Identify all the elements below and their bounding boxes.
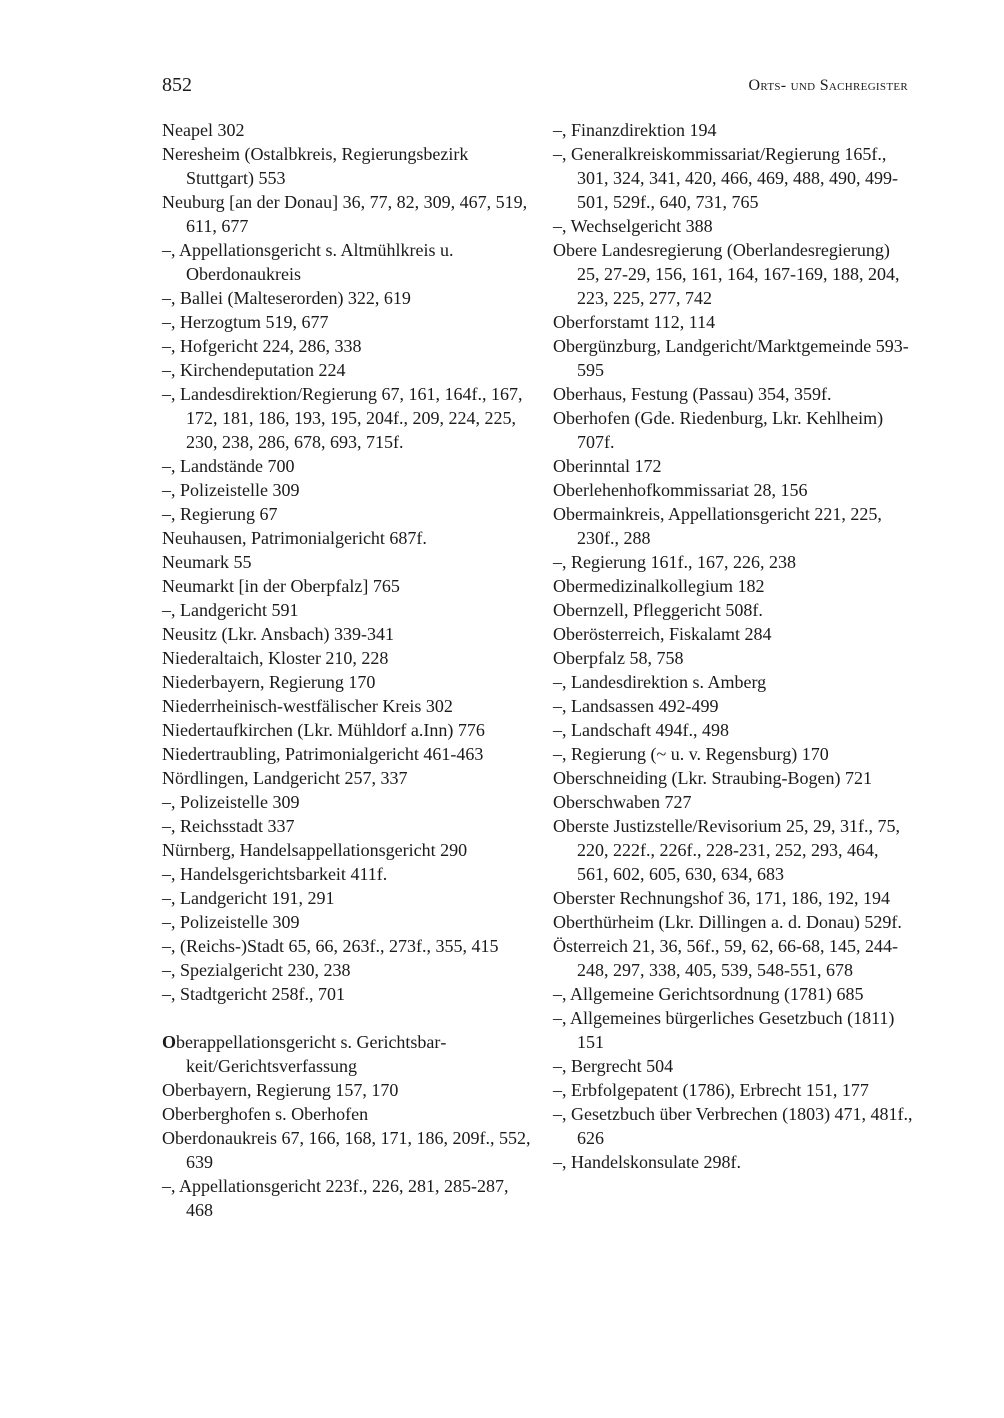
index-entry: Oberhaus, Festung (Passau) 354, 359f. (553, 384, 832, 404)
index-entry: Oberhofen (Gde. Riedenburg, Lkr. Kehlheim) 707f. (553, 408, 884, 452)
index-entry: Niederrheinisch-westfälischer Kreis 302 (162, 696, 453, 716)
index-entry: Oberthürheim (Lkr. Dillingen a. d. Donau) 529f. (553, 912, 902, 932)
index-entry: –, Bergrecht 504 (553, 1056, 674, 1076)
index-entry: Nürnberg, Handelsappellationsgericht 290 (162, 840, 468, 860)
index-entry: Oberbayern, Regierung 157, 170 (162, 1080, 399, 1100)
index-entry: Niedertraubling, Patrimonialgericht 461-463 (162, 744, 484, 764)
index-entry: Oberinntal 172 (553, 456, 662, 476)
index-entry: Obergünzburg, Landgericht/Marktgemeinde 593-595 (553, 336, 909, 380)
index-entry: –, Gesetzbuch über Verbrechen (1803) 471, 481f., 626 (553, 1104, 913, 1148)
index-entry: Neapel 302 (162, 120, 245, 140)
index-entry: Neusitz (Lkr. Ansbach) 339-341 (162, 624, 394, 644)
index-entry: Neuhausen, Patrimonialgericht 687f. (162, 528, 427, 548)
index-entry: –, Spezialgericht 230, 238 (162, 960, 351, 980)
index-entry: Neresheim (Ostalbkreis, Regierungsbezirk Stuttgart) 553 (162, 144, 469, 188)
index-entry: Obere Landesregierung (Oberlandesregierung) 25, 27-29, 156, 161, 164, 167-169, 188, 204, 223, 225, 277, 742 (553, 240, 900, 308)
index-entry: –, Regierung (~ u. v. Regensburg) 170 (553, 744, 829, 764)
index-entry: –, Regierung 161f., 167, 226, 238 (553, 552, 796, 572)
running-head-text: Orts- und Sachregister (748, 77, 908, 94)
index-entry-text: berappellationsgericht s. Gerichtsbarkeit/Gerichtsverfassung (176, 1032, 447, 1076)
index-entry: Oberpfalz 58, 758 (553, 648, 684, 668)
index-entry: –, Regierung 67 (162, 504, 278, 524)
index-entry-section-start (162, 1030, 532, 1078)
index-entry: –, Reichsstadt 337 (162, 816, 295, 836)
index-entry: –, Landgericht 191, 291 (162, 888, 335, 908)
index-entry: –, Landsassen 492-499 (553, 696, 719, 716)
index-entry: –, Erbfolgepatent (1786), Erbrecht 151, 177 (553, 1080, 869, 1100)
index-entry: –, Hofgericht 224, 286, 338 (162, 336, 362, 356)
index-entry: Oberdonaukreis 67, 166, 168, 171, 186, 209f., 552, 639 (162, 1128, 531, 1172)
index-entry: –, Generalkreiskommissariat/Regierung 165f., 301, 324, 341, 420, 466, 469, 488, 490, 499-501, 529f., 640, 731, 765 (553, 144, 898, 212)
index-entry: Oberösterreich, Fiskalamt 284 (553, 624, 772, 644)
index-entry: –, Herzogtum 519, 677 (162, 312, 329, 332)
index-entry: Obernzell, Pfleggericht 508f. (553, 600, 763, 620)
index-entry: Oberforstamt 112, 114 (553, 312, 716, 332)
index-entry: Niederbayern, Regierung 170 (162, 672, 376, 692)
index-entry: –, Landesdirektion s. Amberg (553, 672, 767, 692)
index-entry: Oberschwaben 727 (553, 792, 692, 812)
index-entry: Österreich 21, 36, 56f., 59, 62, 66-68, 145, 244-248, 297, 338, 405, 539, 548-551, 678 (553, 936, 898, 980)
index-entry: –, Finanzdirektion 194 (553, 120, 717, 140)
index-entry: –, Appellationsgericht s. Altmühlkreis u. Oberdonaukreis (162, 240, 454, 284)
index-entry: Neumark 55 (162, 552, 252, 572)
index-entry: –, Ballei (Malteserorden) 322, 619 (162, 288, 411, 308)
index-entry: –, Polizeistelle 309 (162, 480, 300, 500)
index-entry: –, Landschaft 494f., 498 (553, 720, 729, 740)
index-entry: Nördlingen, Landgericht 257, 337 (162, 768, 408, 788)
index-entry: Oberster Rechnungshof 36, 171, 186, 192, 194 (553, 888, 890, 908)
index-entry: Oberste Justizstelle/Revisorium 25, 29, 31f., 75, 220, 222f., 226f., 228-231, 252, 293, 464, 561, 602, 605, 630, 634, 683 (553, 816, 900, 884)
index-entry: –, Allgemeines bürgerliches Gesetzbuch (1811) 151 (553, 1008, 895, 1052)
index-entry: Niedertaufkirchen (Lkr. Mühldorf a.Inn) 776 (162, 720, 485, 740)
index-entry: Niederaltaich, Kloster 210, 228 (162, 648, 389, 668)
index-column-left (162, 118, 532, 1222)
index-entry: –, (Reichs-)Stadt 65, 66, 263f., 273f., 355, 415 (162, 936, 499, 956)
index-entry: –, Landstände 700 (162, 456, 295, 476)
index-entry: –, Allgemeine Gerichtsordnung (1781) 685 (553, 984, 864, 1004)
index-entry: Oberlehenhofkommissariat 28, 156 (553, 480, 808, 500)
index-entry: Oberschneiding (Lkr. Straubing-Bogen) 721 (553, 768, 872, 788)
index-entry: –, Handelskonsulate 298f. (553, 1152, 741, 1172)
running-head (748, 75, 908, 97)
index-column-right (553, 118, 913, 1174)
index-entry: –, Kirchendeputation 224 (162, 360, 346, 380)
index-entry: Neumarkt [in der Oberpfalz] 765 (162, 576, 400, 596)
index-entry: –, Polizeistelle 309 (162, 792, 300, 812)
index-entry: –, Polizeistelle 309 (162, 912, 300, 932)
index-entry: Oberberghofen s. Oberhofen (162, 1104, 369, 1124)
page-number: 852 (162, 74, 192, 96)
index-entry: –, Wechselgericht 388 (553, 216, 713, 236)
index-entry: Obermainkreis, Appellationsgericht 221, 225, 230f., 288 (553, 504, 882, 548)
index-entry: Obermedizinalkollegium 182 (553, 576, 765, 596)
index-entry: Neuburg [an der Donau] 36, 77, 82, 309, 467, 519, 611, 677 (162, 192, 528, 236)
index-entry: –, Landesdirektion/Regierung 67, 161, 164f., 167, 172, 181, 186, 193, 195, 204f., 209, 224, 225, 230, 238, 286, 678, 693, 715f. (162, 384, 523, 452)
section-gap (162, 1006, 532, 1030)
index-entry: –, Landgericht 591 (162, 600, 299, 620)
index-entry: –, Appellationsgericht 223f., 226, 281, 285-287, 468 (162, 1176, 509, 1220)
index-entry: –, Handelsgerichtsbarkeit 411f. (162, 864, 388, 884)
index-entry: –, Stadtgericht 258f., 701 (162, 984, 345, 1004)
section-initial: O (162, 1032, 177, 1052)
